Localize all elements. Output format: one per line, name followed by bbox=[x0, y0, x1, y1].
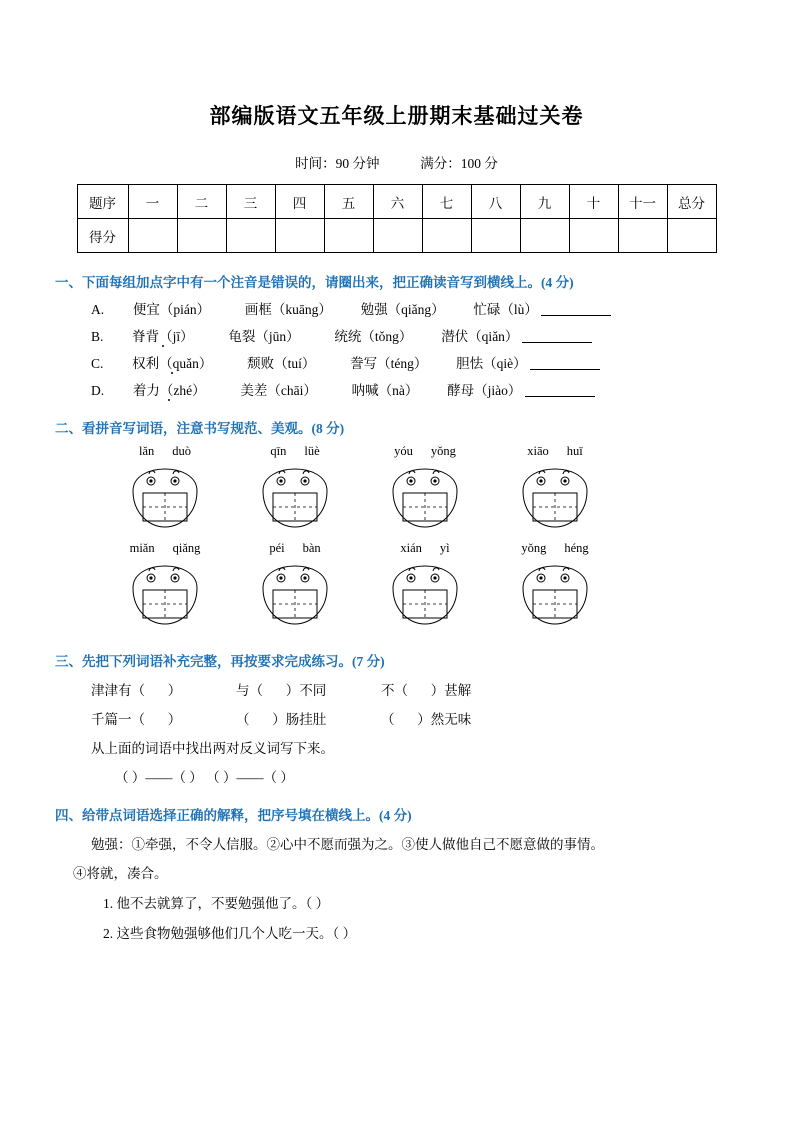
pinyin-7-syllable-2: yì bbox=[439, 541, 450, 555]
idiom-4-part-2: ） bbox=[167, 712, 182, 727]
option-a-item-1: 便宜（pián） bbox=[132, 302, 211, 317]
pinyin-4-syllable-1: xiāo bbox=[527, 444, 549, 458]
pinyin-item-1 bbox=[115, 444, 215, 459]
pinyin-3-syllable-2: yǒng bbox=[430, 444, 456, 458]
idiom-4-part-1: 千篇一（ bbox=[91, 712, 145, 727]
score-cell-1[interactable] bbox=[128, 219, 177, 253]
pinyin-item-5 bbox=[115, 541, 215, 556]
idiom-3-part-2: ）甚解 bbox=[430, 683, 472, 698]
section-heading-4: 四、给带点词语选择正确的解释，把序号填在横线上。(4 分) bbox=[55, 808, 412, 823]
score-col-6: 六 bbox=[373, 185, 422, 219]
idiom-5-part-1: （ bbox=[236, 712, 250, 727]
pinyin-8-syllable-2: héng bbox=[564, 541, 589, 555]
writing-grid-6[interactable] bbox=[245, 558, 345, 632]
pinyin-4-syllable-2: huī bbox=[566, 444, 583, 458]
idiom-3-part-1: 不（ bbox=[381, 683, 408, 698]
section-heading-1: 一、下面每组加点字中有一个注音是错误的，请圈出来，把正确读音写到横线上。(4 分) bbox=[55, 275, 574, 290]
option-b-item-3: 统统（tǒng） bbox=[334, 329, 413, 344]
score-table-row-label: 题序 bbox=[77, 185, 128, 219]
writing-grid-3[interactable] bbox=[375, 461, 475, 535]
option-a-item-3: 勉强（qiǎng） bbox=[360, 302, 445, 317]
pinyin-6-syllable-1: péi bbox=[269, 541, 285, 555]
score-cell-5[interactable] bbox=[324, 219, 373, 253]
question-4-item-1[interactable]: 1. 他不去就算了，不要勉强他了。（ ） bbox=[103, 896, 330, 911]
answer-blank-a[interactable] bbox=[541, 301, 611, 316]
idiom-6-part-2: ）然无味 bbox=[417, 712, 472, 727]
score-col-2: 二 bbox=[177, 185, 226, 219]
idiom-line-2 bbox=[91, 708, 738, 728]
question-1-option-b bbox=[91, 325, 738, 345]
idiom-2-part-2: ）不同 bbox=[285, 683, 327, 698]
option-c-item-3: 誊写（téng） bbox=[350, 356, 428, 371]
option-a-item-2: 画框（kuāng） bbox=[244, 302, 332, 317]
score-cell-8[interactable] bbox=[471, 219, 520, 253]
page-title: 部编版语文五年级上册期末基础过关卷 bbox=[209, 104, 584, 128]
section-3-instruction: 从上面的词语中找出两对反义词写下来。 bbox=[91, 741, 334, 756]
pinyin-item-8 bbox=[505, 541, 605, 556]
idiom-1-part-2: ） bbox=[167, 683, 182, 698]
writing-grid-2[interactable] bbox=[245, 461, 345, 535]
score-col-total: 总分 bbox=[667, 185, 716, 219]
option-d-item-4: 酵母（jiào） bbox=[447, 383, 522, 398]
table-row-header bbox=[77, 185, 716, 219]
score-table-row-label-2: 得分 bbox=[77, 219, 128, 253]
option-b-item-1: 脊背（jī） bbox=[132, 329, 194, 344]
option-a-item-4: 忙碌（lù） bbox=[473, 302, 538, 317]
pinyin-3-syllable-1: yóu bbox=[394, 444, 413, 458]
pinyin-2-syllable-1: qīn bbox=[270, 444, 287, 458]
option-b-item-4: 潜伏（qiǎn） bbox=[441, 329, 519, 344]
exam-total: 满分：100 分 bbox=[420, 156, 498, 171]
pinyin-6-syllable-2: bàn bbox=[302, 541, 321, 555]
table-row-score bbox=[77, 219, 716, 253]
option-c-item-2: 颓败（tuí） bbox=[247, 356, 316, 371]
pinyin-item-3 bbox=[375, 444, 475, 459]
option-c-label: C. bbox=[91, 356, 104, 371]
section-heading-3: 三、先把下列词语补充完整，再按要求完成练习。(7 分) bbox=[55, 654, 385, 669]
score-col-4: 四 bbox=[275, 185, 324, 219]
pinyin-item-4 bbox=[505, 444, 605, 459]
option-d-item-2: 美差（chāi） bbox=[240, 383, 317, 398]
pinyin-5-syllable-2: qiǎng bbox=[172, 541, 201, 555]
writing-grid-row-1 bbox=[115, 461, 738, 535]
explanation-line-2: ④将就，凑合。 bbox=[73, 866, 168, 881]
score-col-11: 十一 bbox=[618, 185, 667, 219]
idiom-line-1 bbox=[91, 679, 738, 699]
pinyin-5-syllable-1: miǎn bbox=[129, 541, 155, 555]
question-1-option-d bbox=[91, 379, 738, 399]
option-b-item-2: 龟裂（jūn） bbox=[228, 329, 300, 344]
explanation-line-1: 勉强：①牵强，不令人信服。②心中不愿而强为之。③使人做他自己不愿意做的事情。 bbox=[91, 837, 604, 852]
answer-blank-b[interactable] bbox=[522, 328, 592, 343]
writing-grid-1[interactable] bbox=[115, 461, 215, 535]
idiom-5-part-2: ）肠挂肚 bbox=[272, 712, 327, 727]
score-col-9: 九 bbox=[520, 185, 569, 219]
idiom-1-part-1: 津津有（ bbox=[91, 683, 145, 698]
score-col-5: 五 bbox=[324, 185, 373, 219]
score-col-8: 八 bbox=[471, 185, 520, 219]
question-1-option-a bbox=[91, 298, 738, 318]
writing-grid-row-2 bbox=[115, 558, 738, 632]
option-a-label: A. bbox=[91, 302, 105, 317]
writing-grid-8[interactable] bbox=[505, 558, 605, 632]
pinyin-item-2 bbox=[245, 444, 345, 459]
question-4-item-2[interactable]: 2. 这些食物勉强够他们几个人吃一天。（ ） bbox=[103, 926, 357, 941]
pinyin-2-syllable-2: lüè bbox=[304, 444, 320, 458]
pinyin-row-2 bbox=[115, 541, 738, 556]
exam-time: 时间：90 分钟 bbox=[295, 156, 380, 171]
question-1-option-c bbox=[91, 352, 738, 372]
option-d-label: D. bbox=[91, 383, 105, 398]
idiom-2-part-1: 与（ bbox=[236, 683, 263, 698]
option-d-item-1: 着力（zhé） bbox=[132, 383, 206, 398]
pinyin-item-7 bbox=[375, 541, 475, 556]
score-cell-4[interactable] bbox=[275, 219, 324, 253]
score-table bbox=[77, 184, 717, 253]
score-cell-10[interactable] bbox=[569, 219, 618, 253]
score-cell-total[interactable] bbox=[667, 219, 716, 253]
score-cell-6[interactable] bbox=[373, 219, 422, 253]
pinyin-row-1 bbox=[115, 444, 738, 459]
option-d-item-3: 呐喊（nà） bbox=[351, 383, 419, 398]
pinyin-item-6 bbox=[245, 541, 345, 556]
score-col-7: 七 bbox=[422, 185, 471, 219]
score-col-1: 一 bbox=[128, 185, 177, 219]
antonym-answer-line[interactable]: （ ）——（ ） （ ）——（ ） bbox=[115, 770, 294, 785]
answer-blank-c[interactable] bbox=[530, 355, 600, 370]
score-col-3: 三 bbox=[226, 185, 275, 219]
writing-grid-4[interactable] bbox=[505, 461, 605, 535]
pinyin-7-syllable-1: xián bbox=[400, 541, 422, 555]
score-cell-11[interactable] bbox=[618, 219, 667, 253]
score-col-10: 十 bbox=[569, 185, 618, 219]
score-cell-7[interactable] bbox=[422, 219, 471, 253]
writing-grid-5[interactable] bbox=[115, 558, 215, 632]
score-cell-2[interactable] bbox=[177, 219, 226, 253]
answer-blank-d[interactable] bbox=[525, 382, 595, 397]
option-c-item-4: 胆怯（qiè） bbox=[456, 356, 527, 371]
section-heading-2: 二、看拼音写词语，注意书写规范、美观。(8 分) bbox=[55, 421, 345, 436]
option-c-item-1: 权利（quǎn） bbox=[132, 356, 213, 371]
writing-grid-7[interactable] bbox=[375, 558, 475, 632]
option-b-label: B. bbox=[91, 329, 104, 344]
pinyin-8-syllable-1: yǒng bbox=[521, 541, 547, 555]
pinyin-1-syllable-2: duò bbox=[172, 444, 192, 458]
pinyin-1-syllable-1: lǎn bbox=[138, 444, 155, 458]
idiom-6-part-1: （ bbox=[381, 712, 395, 727]
exam-meta bbox=[55, 152, 738, 172]
score-cell-9[interactable] bbox=[520, 219, 569, 253]
score-cell-3[interactable] bbox=[226, 219, 275, 253]
